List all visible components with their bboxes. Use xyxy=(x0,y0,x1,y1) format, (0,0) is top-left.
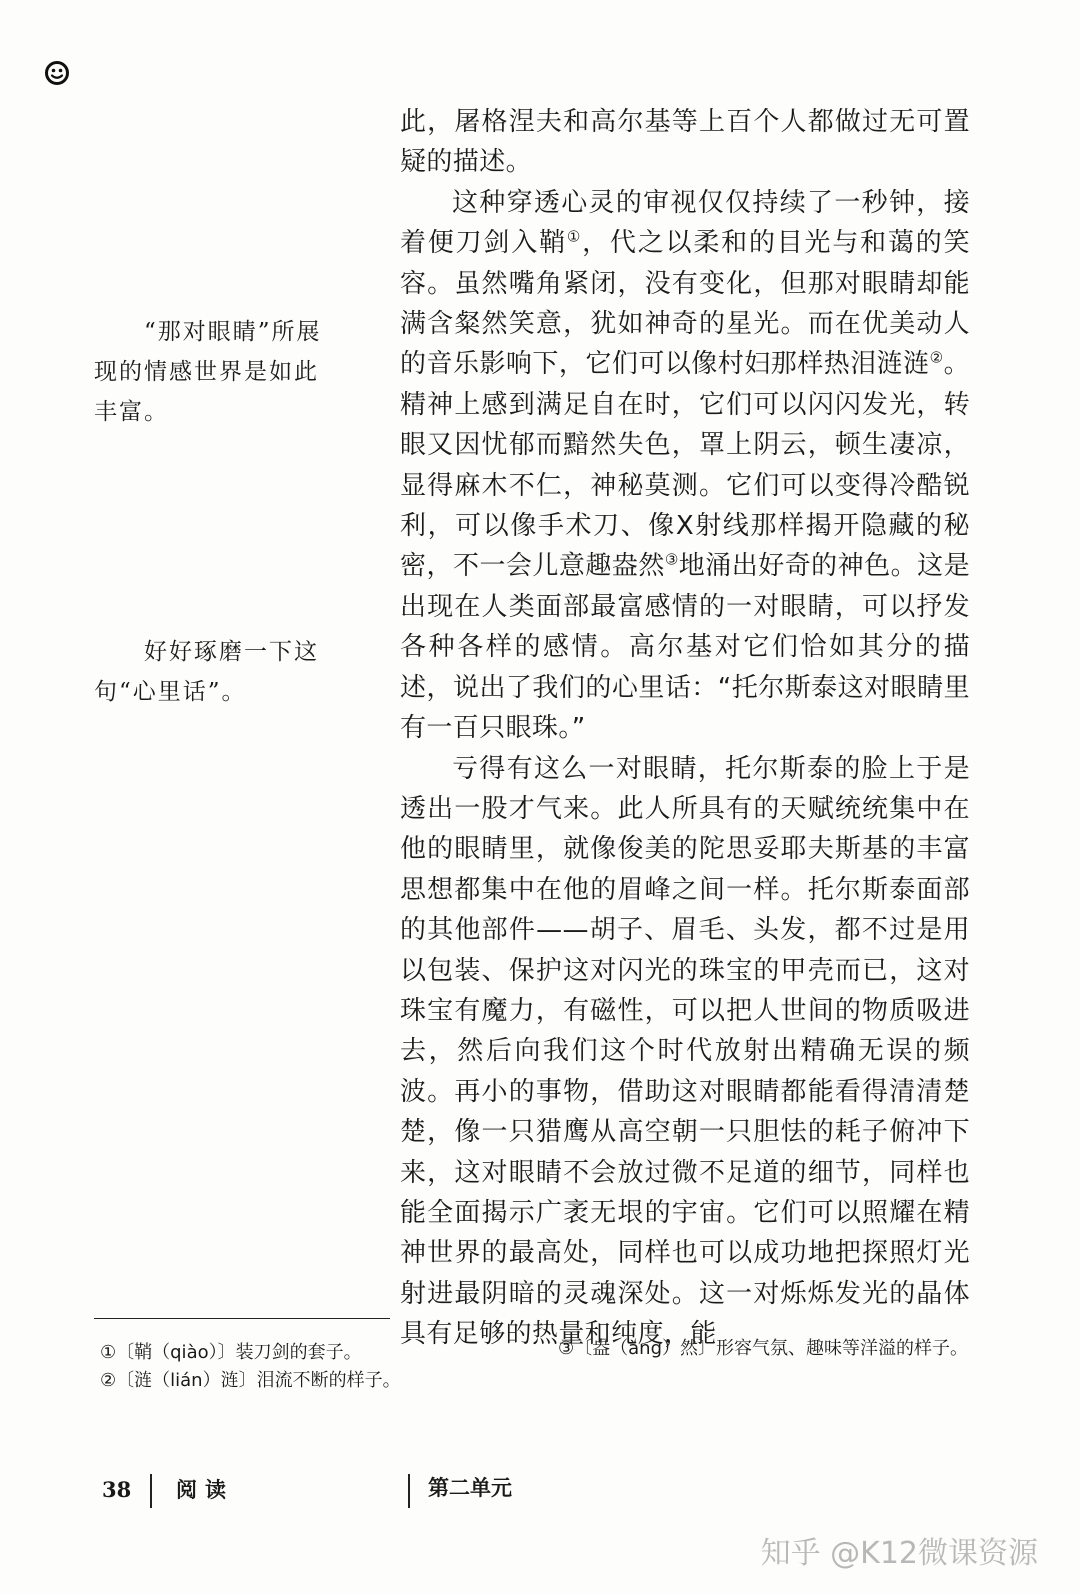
footnote-ref-2: ② xyxy=(929,348,944,367)
unit-name: 第二单元 xyxy=(428,1475,512,1500)
margin-note-2 xyxy=(94,632,330,712)
footer-divider-left xyxy=(150,1474,152,1508)
footnote-2: ②〔涟（lián）涟〕泪流不断的样子。 xyxy=(100,1370,401,1391)
paragraph-2-part-b: ，代之以柔和的目光与和蔼的笑容。虽然嘴角紧闭，没有变化，但那对眼睛却能满含粲然笑意，犹如神奇的星光。而在优美动人的音乐影响下，它们可以像村妇那样热泪涟涟 xyxy=(400,228,970,380)
book-title: 阅读 xyxy=(176,1477,234,1502)
paragraph-3: 亏得有这么一对眼睛，托尔斯泰的脸上于是透出一股才气来。此人所具有的天赋统统集中在他的眼睛里，就像俊美的陀思妥耶夫斯基的丰富思想都集中在他的眉峰之间一样。托尔斯泰面部的其他部件——胡子、眉毛、头发，都不过是用以包装、保护这对闪光的珠宝的甲壳而已，这对珠宝有魔力，有磁性，可以把人世间的物质吸进去，然后向我们这个时代放射出精确无误的频波。再小的事物，借助这对眼睛都能看得清清楚楚，像一只猎鹰从高空朝一只胆怯的耗子俯冲下来，这对眼睛不会放过微不足道的细节，同样也能全面揭示广袤无垠的宇宙。它们可以照耀在精神世界的最高处，同样也可以成功地把探照灯光射进最阴暗的灵魂深处。这一对烁烁发光的晶体具有足够的热量和纯度，能 xyxy=(400,753,970,1350)
footnote-ref-3: ③ xyxy=(664,550,679,569)
paragraph-2-part-d: 地涌出好奇的神色。这是出现在人类面部最富感情的一对眼睛，可以抒发各种各样的感情。高尔基对它们恰如其分的描述，说出了我们的心里话：“托尔斯泰这对眼睛里有一百只眼珠。” xyxy=(400,551,970,744)
paragraph-2-part-a: 这种穿透心灵的审视仅仅持续了一秒钟，接着便刀剑入鞘 xyxy=(400,187,970,259)
footnote-3: ③〔盎（àng）然〕形容气氛、趣味等洋溢的样子。 xyxy=(558,1338,968,1359)
margin-note-2-text: 好好琢磨一下这句“心里话”。 xyxy=(94,639,319,705)
paragraph-1: 此，屠格涅夫和高尔基等上百个人都做过无可置疑的描述。 xyxy=(400,107,970,178)
footnote-1: ①〔鞘（qiào）〕装刀剑的套子。 xyxy=(100,1342,362,1363)
main-body-text xyxy=(400,102,970,1355)
paragraph-2 xyxy=(400,183,970,749)
watermark: 知乎 @K12微课资源 xyxy=(760,1536,1038,1571)
margin-note-1 xyxy=(94,312,330,432)
footnote-ref-1: ① xyxy=(566,227,583,246)
smiley-icon xyxy=(44,60,70,86)
footer-divider-right xyxy=(408,1474,410,1508)
paragraph-2-part-c: 。精神上感到满足自在时，它们可以闪闪发光，转眼又因忧郁而黯然失色，罩上阴云，顿生凄凉，显得麻木不仁，神秘莫测。它们可以变得冷酷锐利，可以像手术刀、像X射线那样揭开隐藏的秘密，不一会儿意趣盎然 xyxy=(400,349,970,582)
footnote-divider xyxy=(94,1318,390,1319)
page-number: 38 xyxy=(102,1477,132,1502)
margin-note-1-text: “那对眼睛”所展现的情感世界是如此丰富。 xyxy=(94,319,322,425)
